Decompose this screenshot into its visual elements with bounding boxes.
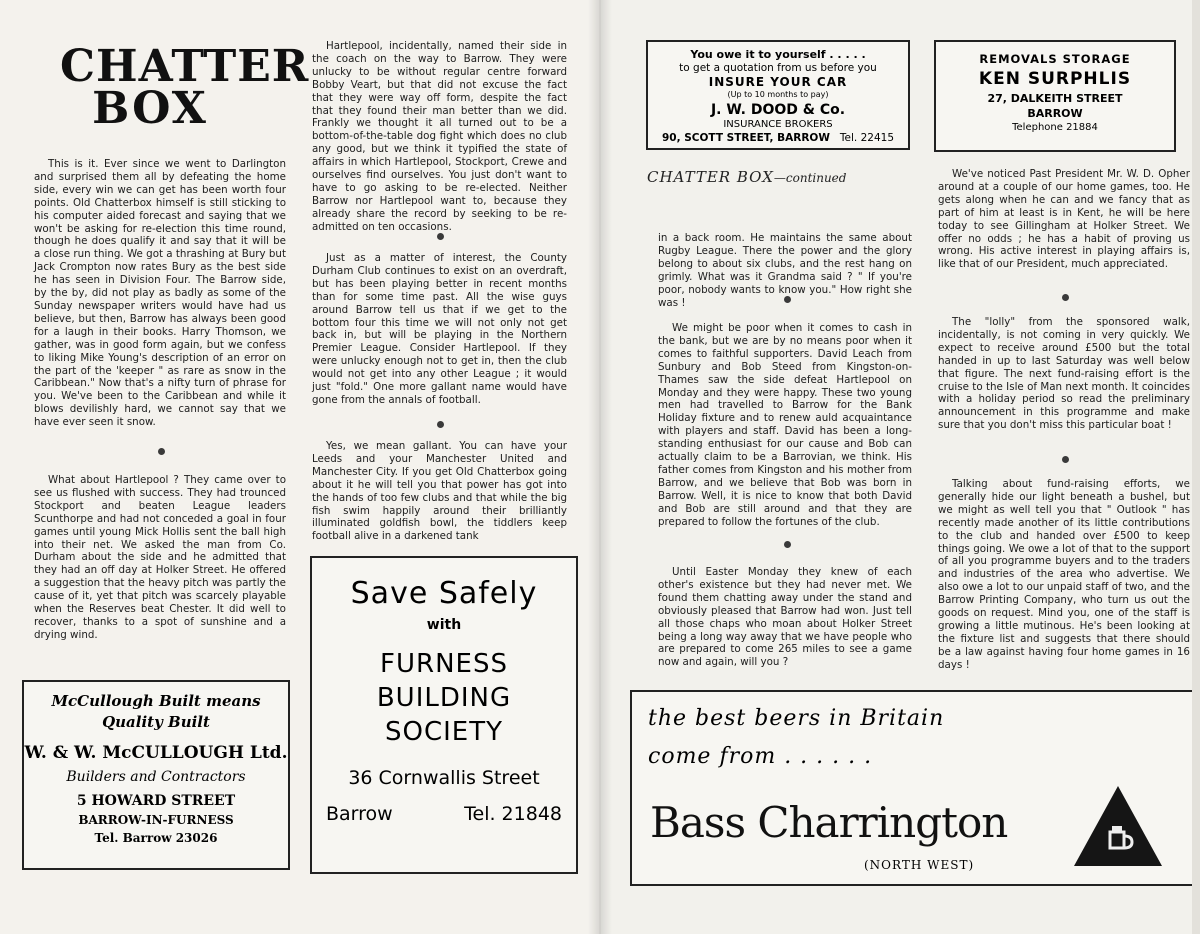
furness-town: Barrow (326, 803, 393, 825)
chatter-box-logo (60, 41, 310, 134)
separator-dot (784, 296, 791, 303)
surphlis-town: BARROW (1027, 107, 1083, 120)
bass-charrington-advert (630, 690, 1200, 886)
separator-dot (784, 541, 791, 548)
dood-company: J. W. DOOD & Co. (710, 102, 846, 118)
mccullough-street: 5 HOWARD STREET (76, 793, 236, 809)
furness-headline: Save Safely (350, 576, 538, 611)
dood-address: 90, SCOTT STREET, BARROW (661, 132, 830, 144)
mccullough-advert (22, 680, 290, 870)
right-column-1-b (658, 322, 912, 529)
mccullough-trade: Builders and Contractors (66, 769, 246, 785)
chatter-box-continued-heading (647, 168, 846, 186)
right-column-2-a (938, 168, 1190, 271)
furness-name-3: SOCIETY (385, 717, 503, 747)
furness-contact-row (312, 803, 576, 825)
mccullough-town: BARROW-IN-FURNESS (78, 813, 234, 827)
paragraph: We might be poor when it comes to cash in the bank, but we are by no means poor when it comes to faithful supporters. David Leach from Sunbury and Bob Steed from Kingston-on-Thames saw the side defeat Hartlepool on Monday and they were happy. These two young men had travelled to Barrow for the Bank Holiday fixture and to renew auld acquaintance with players and staff. David has been a long-standing enthusiast for our cause and Bob can actually claim to be a Barrovian, we think. His father comes from Kingston and his mother from Barrow, and we believe that Bob was born in Barrow. Well, it is nice to know that both David and Bob are still around and that they are prepared to follow the fortunes of the club. (658, 322, 912, 528)
surphlis-name: KEN SURPHLIS (978, 69, 1132, 89)
left-column-2-c (312, 440, 567, 543)
mccullough-slogan-1: McCullough Built means (51, 692, 261, 710)
dood-contact-row (648, 132, 908, 144)
separator-dot (1062, 294, 1069, 301)
furness-name-2: BUILDING (376, 683, 512, 713)
logo-line2: BOX (92, 83, 208, 134)
paragraph: Just as a matter of interest, the County Durham Club continues to exist on an overdraft, but has been playing better in recent months than for some time past. All the wise guys around Barrow tell us that if we get to the bottom four this time we will not only not get back in, but will be playing in the Northern Premier League. Consider Hartlepool. If they were unlucky enough not to get in, then the club would not get into any other League ; it would just "fold." One more gallant name would have gone from the annals of football. (312, 252, 567, 406)
furness-with: with (426, 617, 462, 633)
paragraph: in a back room. He maintains the same about Rugby League. There the power and the glory belong to about six clubs, and the rest hang on grimly. What was it Grandma said ? " If you're poor, nobody wants to know you." How right she was ! (658, 232, 912, 309)
bass-brand: Bass Charrington (650, 798, 1008, 847)
dood-line-3: INSURE YOUR CAR (708, 75, 848, 89)
surphlis-line-1: REMOVALS STORAGE (979, 52, 1131, 66)
paragraph: The "lolly" from the sponsored walk, incidentally, is not coming in very quickly. We expect to receive around £500 but the total handed in up to last Saturday was well below that figure. The next fund-raising effort is the cruise to the Isle of Man next month. It coincides with a holiday period so read the preliminary announcement in this programme and make sure that you don't miss this particular boat ! (938, 316, 1190, 432)
left-column-1-bottom (34, 474, 286, 642)
logo-line1: CHATTER (60, 41, 310, 92)
bass-line-1: the best beers in Britain (648, 706, 945, 731)
page-gutter (588, 0, 612, 934)
paragraph: This is it. Ever since we went to Darlington and surprised them all by defeating the home side, every win we can get has been worth four points. Old Chatterbox himself is still sticking to his computer aided forecast and saying that we won't be asking for re-election this time round, though he does qualify it and say that it will be a close run thing. We got a thrashing at Bury but Jack Crompton now rates Bury as the best side he has seen in Division Four. The Barrow side, by the by, did not play as badly as some of the Sunday newspaper writers would have had us believe, but then, Barrow has always been good for a laugh in their books. Harry Thomson, we gather, was in good form again, but we confess to liking Mike Young's description of an error on the part of the 'keeper " as rare as snow in the Caribbean." Now that's a nifty turn of phrase for you. We've been to the Caribbean and while it blows devilishly hard, we cannot say that we have ever seen it snow. (34, 158, 286, 429)
dood-tel: Tel. 22415 (839, 132, 895, 144)
bass-region: (NORTH WEST) (864, 858, 975, 872)
surphlis-street: 27, DALKEITH STREET (987, 92, 1123, 105)
furness-name-1: FURNESS (380, 649, 508, 679)
right-page (600, 0, 1200, 934)
furness-tel: Tel. 21848 (464, 803, 562, 825)
dood-insurance-advert (646, 40, 910, 150)
left-column-2-b (312, 252, 567, 407)
page-edge (1192, 0, 1200, 934)
section-head-title: CHATTER BOX (647, 168, 774, 186)
bass-triangle-logo-icon (1072, 784, 1164, 868)
mccullough-company: W. & W. McCULLOUGH Ltd. (24, 743, 288, 763)
mccullough-tel: Tel. Barrow 23026 (94, 831, 218, 845)
left-column-2-a (312, 40, 567, 234)
bass-line-2: come from . . . . . . (648, 744, 873, 769)
paragraph: Talking about fund-raising efforts, we generally hide our light beneath a bushel, but we might as well tell you that " Outlook " has recently made another of its little contributions to the club and handed over £500 to keep things going. We owe a lot of that to the support of all you programme buyers and to the traders and industries of the area who advertise. We also owe a lot to our unpaid staff of two, and the Barrow Printing Company, who turn us out the goods on request. Mind you, one of the staff is growing a little mutinous. He's been looking at the fixture list and suggests that there should be a law against having four home games in 16 days ! (938, 478, 1190, 671)
surphlis-tel: Telephone 21884 (1012, 122, 1098, 133)
paragraph: Hartlepool, incidentally, named their side in the coach on the way to Barrow. They were unlucky to be without regular centre forward Bobby Veart, but that did not excuse the fact that they were way off form, despite the fact that they found their man better than we did. Frankly we thought it all turned out to be a bottom-of-the-table dog fight which does no club any good, but we think it typified the state of affairs in which Hartlepool, Stockport, Crewe and ourselves find ourselves. You just don't want to have to go asking to be re-elected. Neither Barrow nor Hartlepool want to, because they already share the record by seeking to be re-admitted on ten occasions. (312, 40, 567, 233)
dood-line-2: to get a quotation from us before you (679, 62, 877, 74)
separator-dot (437, 421, 444, 428)
right-column-1-c (658, 566, 912, 669)
paragraph: Yes, we mean gallant. You can have your Leeds and your Manchester United and Manchester City. If you get Old Chatterbox going about it he will tell you that power has got into the hands of too few clubs and that while the big fish swim happily around their brilliantly illuminated goldfish bowl, the tiddlers keep football alive in a darkened tank (312, 440, 567, 543)
separator-dot (158, 448, 165, 455)
dood-line-1: You owe it to yourself . . . . . (690, 48, 866, 61)
separator-dot (1062, 456, 1069, 463)
left-column-1-top (34, 158, 286, 429)
furness-building-society-advert (310, 556, 578, 874)
furness-street: 36 Cornwallis Street (348, 767, 540, 789)
surphlis-removals-advert (934, 40, 1176, 152)
right-column-2-b (938, 316, 1190, 432)
right-column-2-c (938, 478, 1190, 672)
paragraph: What about Hartlepool ? They came over to see us flushed with success. They had trounced Stockport and beaten League leaders Scunthorpe and had not conceded a goal in four games until young Mick Hollis sent the ball high into their net. We asked the man from Co. Durham about the side and he admitted that they had an off day at Holker Street. He offered a suggestion that the heavy pitch was partly the cause of it, yet that pitch was scarcely playable when the Reserves beat Chester. It did well to recover, thanks to a spot of sunshine and a drying wind. (34, 474, 286, 641)
separator-dot (437, 233, 444, 240)
dood-trade: INSURANCE BROKERS (723, 119, 833, 130)
mccullough-slogan-2: Quality Built (102, 713, 210, 731)
dood-line-4: (Up to 10 months to pay) (727, 90, 829, 99)
paragraph: We've noticed Past President Mr. W. D. Opher around at a couple of our home games, too. He gets along when he can and we fancy that as part of him at least is in Kent, he will be here today to see Gillingham at Holker Street. We offer no odds ; he has a habit of proving us wrong. His active interest in playing affairs is, like that of our President, much appreciated. (938, 168, 1190, 271)
section-head-continued: —continued (773, 171, 847, 185)
paragraph: Until Easter Monday they knew of each other's existence but they had never met. We found them chatting away under the stand and obviously pleased that Barrow had won. Just tell all those chaps who moan about Holker Street being a long way away that we have people who are prepared to come 265 miles to see a game now and again, will you ? (658, 566, 912, 669)
